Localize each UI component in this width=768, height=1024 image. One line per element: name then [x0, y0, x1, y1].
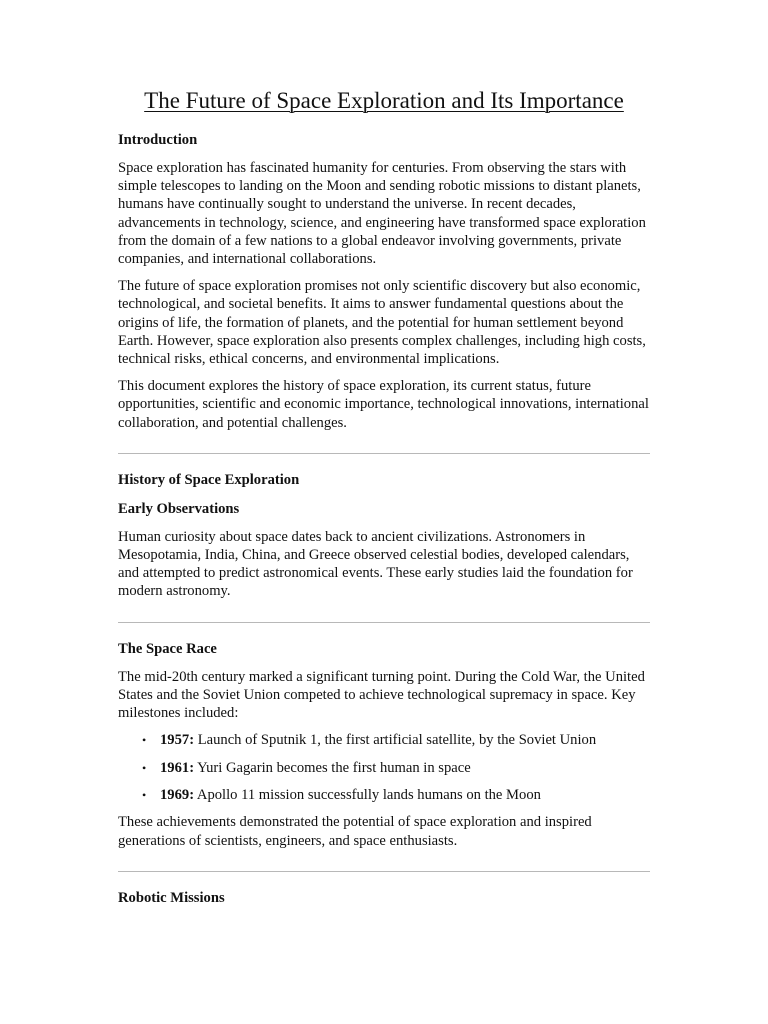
space-race-intro-paragraph: The mid-20th century marked a significant turning point. During the Cold War, the United States and the Soviet Union competed to achieve technological supremacy in space. Key milestones included: [118, 668, 645, 722]
section-heading-introduction: Introduction [118, 132, 198, 148]
section-divider [118, 871, 650, 872]
milestone-year: 1957: [160, 732, 195, 749]
milestone-year: 1969: [160, 787, 195, 804]
bullet-icon: • [142, 733, 147, 748]
section-heading-robotic-missions: Robotic Missions [118, 889, 225, 906]
introduction-paragraph-1: Space exploration has fascinated humanity for centuries. From observing the stars with simple telescopes to landing on the Moon and sending robotic missions to distant planets, humans have continually sought to understand the universe. In recent decades, advancements in technology, science, and engineering have transformed space exploration from the domain of a few nations to a global endeavor involving governments, private companies, and international collaborations. [118, 160, 646, 268]
milestones-list [118, 731, 650, 804]
section-heading-history: History of Space Exploration [118, 471, 300, 488]
list-item [142, 786, 650, 804]
milestone-text: Apollo 11 mission successfully lands humans on the Moon [194, 787, 541, 804]
section-divider [118, 453, 650, 454]
section-divider [118, 622, 650, 623]
milestone-text: Launch of Sputnik 1, the first artificial satellite, by the Soviet Union [194, 732, 597, 749]
milestone-year: 1961: [160, 759, 195, 776]
list-item [142, 759, 650, 777]
list-item [142, 731, 650, 749]
section-heading-space-race: The Space Race [118, 640, 217, 657]
milestone-text: Yuri Gagarin becomes the first human in space [194, 759, 471, 776]
bullet-icon: • [142, 788, 147, 803]
subheading-early-observations: Early Observations [118, 500, 240, 517]
space-race-outro-paragraph: These achievements demonstrated the potential of space exploration and inspired generations of scientists, engineers, and space enthusiasts. [118, 814, 592, 849]
introduction-paragraph-3: This document explores the history of space exploration, its current status, future opportunities, scientific and economic importance, technological innovations, international collaboration, and potential challenges. [118, 378, 649, 431]
bullet-icon: • [142, 760, 147, 775]
document-title: The Future of Space Exploration and Its Importance [144, 88, 624, 113]
introduction-paragraph-2: The future of space exploration promises not only scientific discovery but also economic, technological, and societal benefits. It aims to answer fundamental questions about the origins of life, the formation of planets, and the potential for human settlement beyond Earth. However, space exploration also presents complex challenges, including high costs, technical risks, ethical concerns, and environmental implications. [118, 278, 646, 368]
early-observations-paragraph: Human curiosity about space dates back to ancient civilizations. Astronomers in Mesopotamia, India, China, and Greece observed celestial bodies, developed calendars, and attempted to predict astronomical events. These early studies laid the foundation for modern astronomy. [118, 528, 633, 600]
